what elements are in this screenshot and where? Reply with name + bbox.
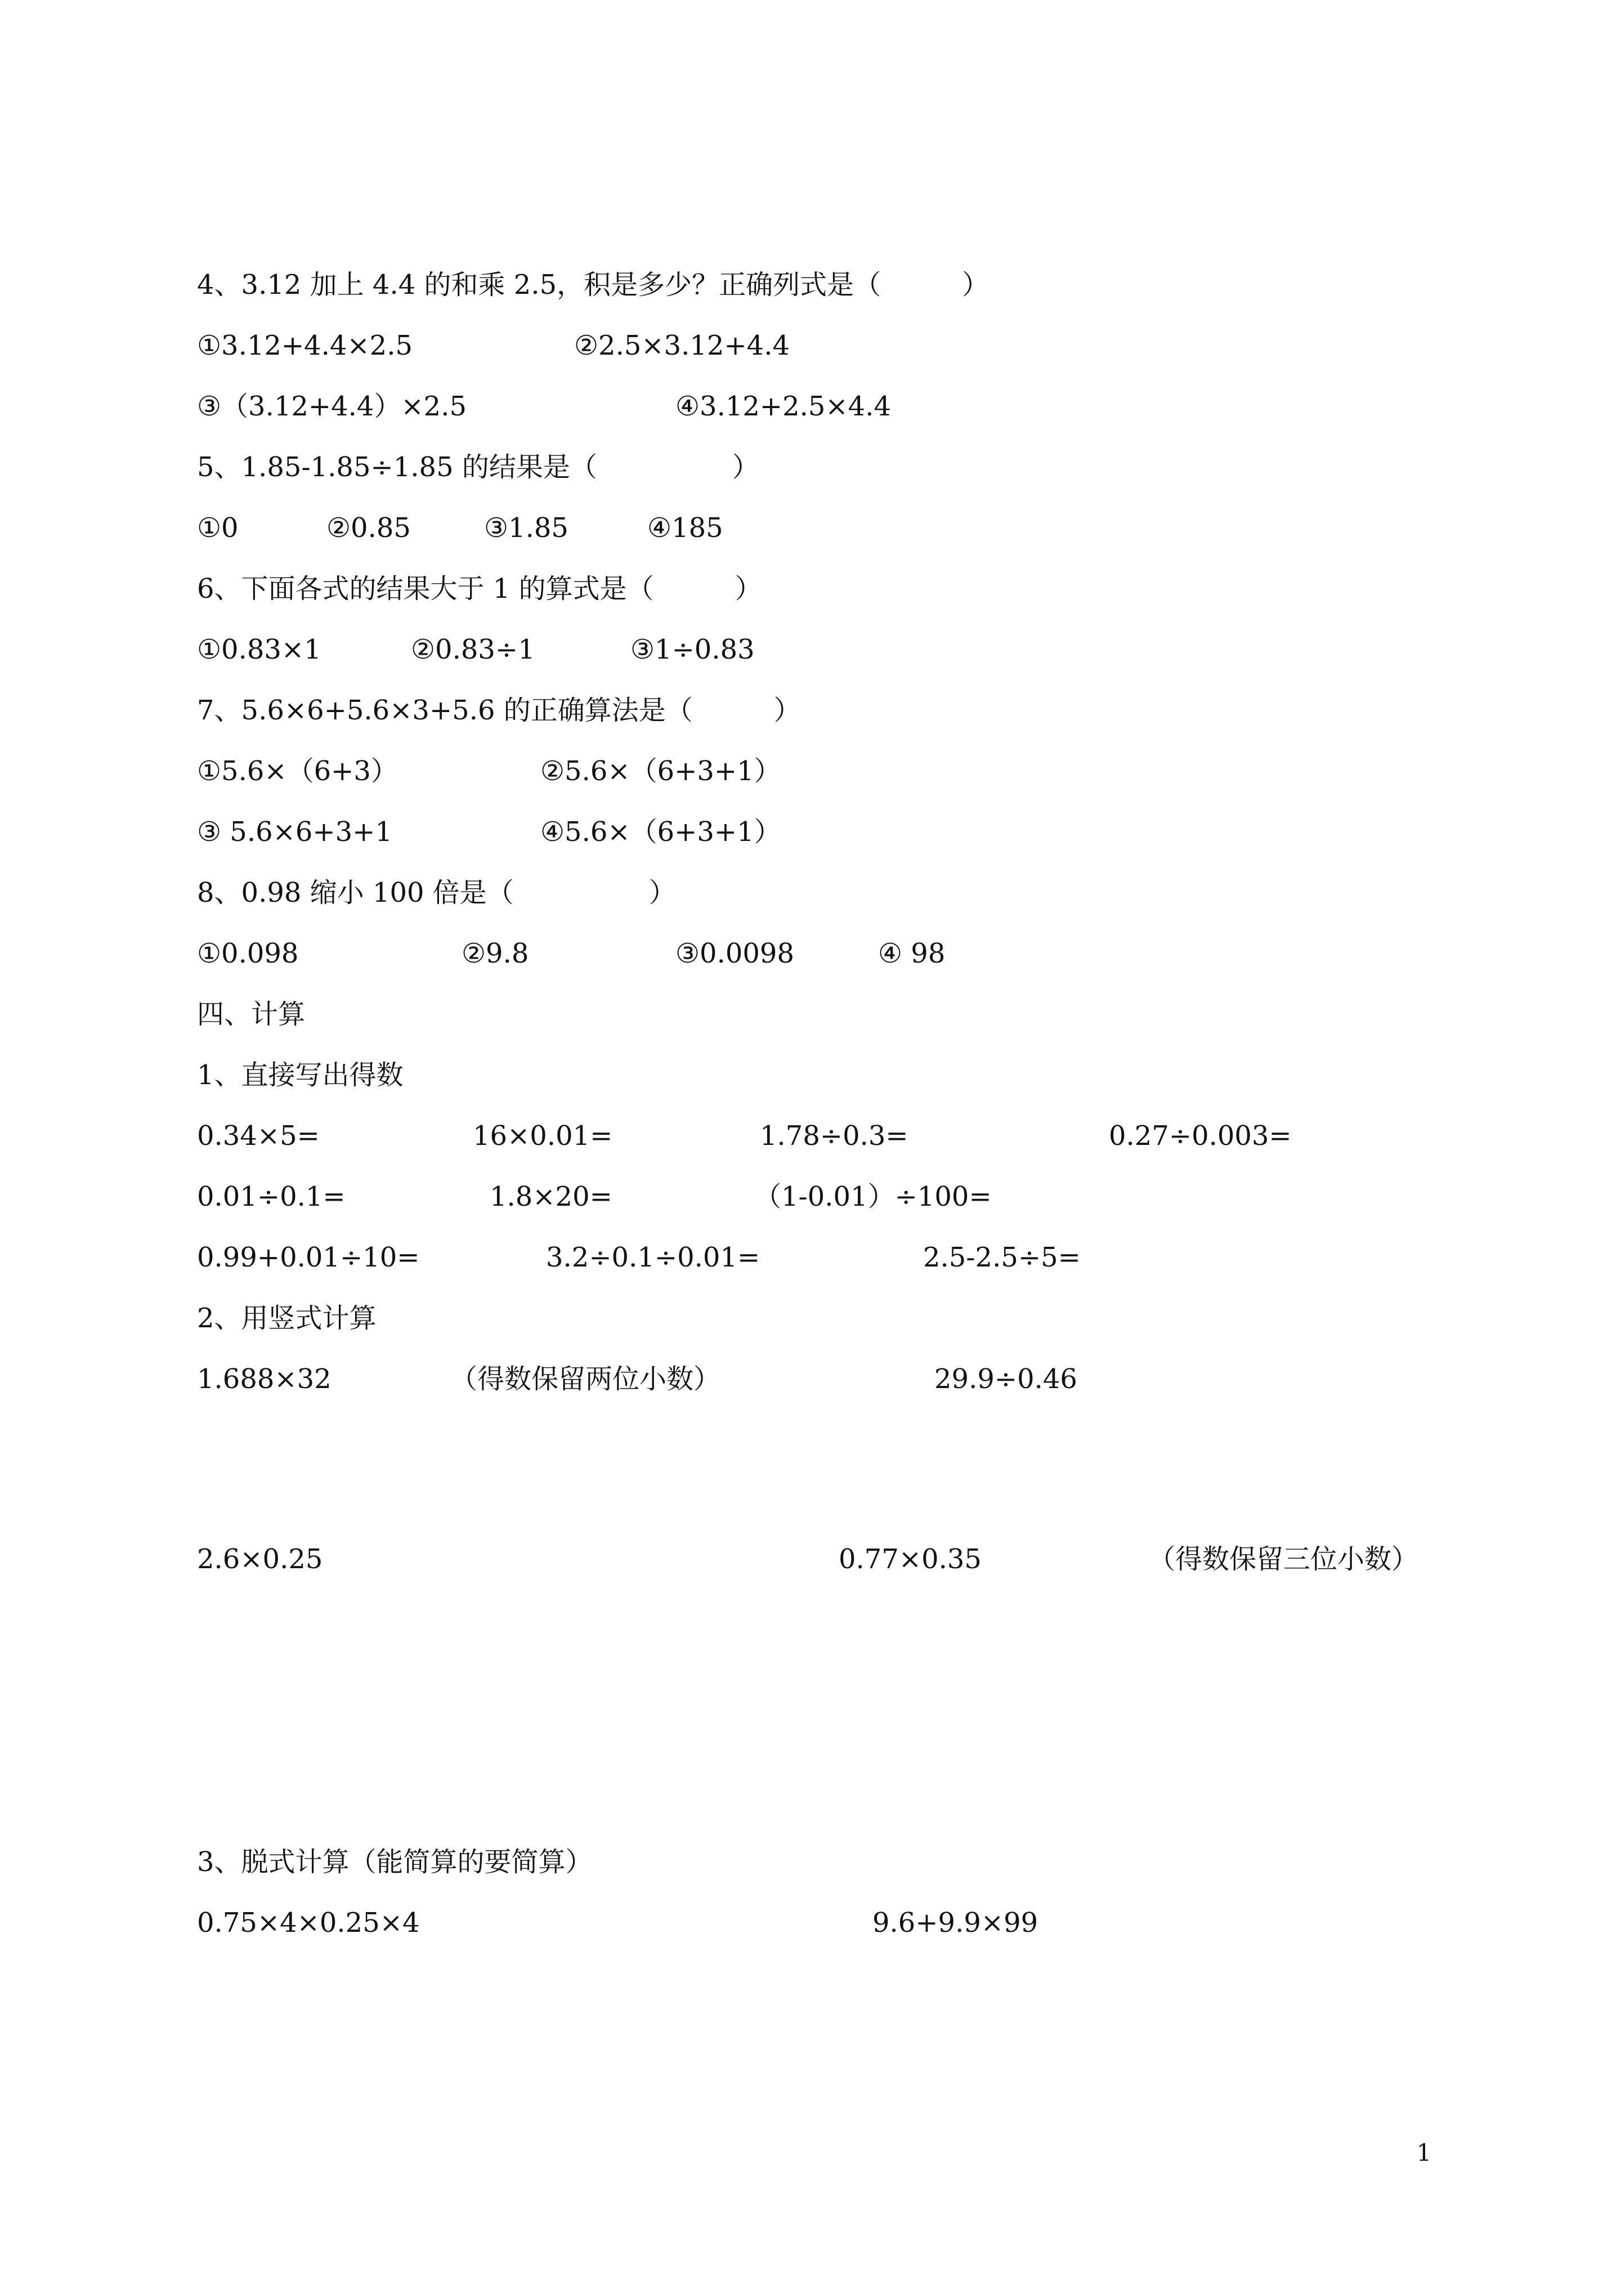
rounding-note: （得数保留两位小数）	[450, 1363, 721, 1395]
expression: 0.01÷0.1=	[197, 1181, 346, 1212]
expression: 2.5-2.5÷5=	[923, 1242, 1081, 1273]
part-2-title: 2、用竖式计算	[197, 1303, 377, 1334]
q7-option-1: ①5.6×（6+3）	[197, 755, 398, 787]
expression: 3.2÷0.1÷0.01=	[546, 1242, 760, 1273]
q5-option-4: ④185	[647, 512, 723, 544]
expression: 16×0.01=	[473, 1120, 613, 1152]
expression: 1.688×32	[197, 1363, 332, 1395]
section-4-title: 四、计算	[197, 999, 306, 1030]
expression: 1.8×20=	[490, 1181, 612, 1212]
expression: 0.99+0.01÷10=	[197, 1242, 420, 1273]
question-4-stem: 4、3.12 加上 4.4 的和乘 2.5，积是多少？正确列式是（ ）	[197, 269, 989, 301]
q5-option-1: ①0	[197, 512, 239, 544]
q7-option-3: ③ 5.6×6+3+1	[197, 816, 392, 848]
q4-option-1: ①3.12+4.4×2.5	[197, 330, 413, 361]
part-3-title: 3、脱式计算（能简算的要简算）	[197, 1846, 593, 1878]
rounding-note: （得数保留三位小数）	[1148, 1543, 1419, 1575]
question-7-stem: 7、5.6×6+5.6×3+5.6 的正确算法是（ ）	[197, 695, 801, 726]
q5-option-2: ②0.85	[326, 512, 411, 544]
q6-option-3: ③1÷0.83	[630, 634, 755, 665]
q7-option-2: ②5.6×（6+3+1）	[540, 755, 781, 787]
expression: 0.77×0.35	[839, 1543, 982, 1575]
q4-option-4: ④3.12+2.5×4.4	[675, 391, 892, 422]
expression: 0.75×4×0.25×4	[197, 1907, 420, 1939]
page-number: 1	[1416, 2139, 1432, 2167]
q6-option-2: ②0.83÷1	[411, 634, 535, 665]
expression: （1-0.01）÷100=	[754, 1181, 992, 1212]
q8-option-1: ①0.098	[197, 938, 299, 969]
q4-option-2: ②2.5×3.12+4.4	[574, 330, 790, 361]
expression: 1.78÷0.3=	[760, 1120, 908, 1152]
q8-option-4: ④ 98	[878, 938, 946, 969]
part-1-title: 1、直接写出得数	[197, 1059, 404, 1091]
question-5-stem: 5、1.85-1.85÷1.85 的结果是（ ）	[197, 451, 759, 483]
q6-option-1: ①0.83×1	[197, 634, 321, 665]
q5-option-3: ③1.85	[484, 512, 568, 544]
expression: 29.9÷0.46	[934, 1363, 1077, 1395]
question-8-stem: 8、0.98 缩小 100 倍是（ ）	[197, 877, 676, 908]
q7-option-4: ④5.6×（6+3+1）	[540, 816, 781, 848]
question-6-stem: 6、下面各式的结果大于 1 的算式是（ ）	[197, 573, 762, 605]
expression: 2.6×0.25	[197, 1543, 323, 1575]
q8-option-3: ③0.0098	[675, 938, 794, 969]
expression: 9.6+9.9×99	[872, 1907, 1038, 1939]
q4-option-3: ③（3.12+4.4）×2.5	[197, 391, 467, 422]
expression: 0.34×5=	[197, 1120, 320, 1152]
expression: 0.27÷0.003=	[1109, 1120, 1292, 1152]
q8-option-2: ②9.8	[462, 938, 529, 969]
